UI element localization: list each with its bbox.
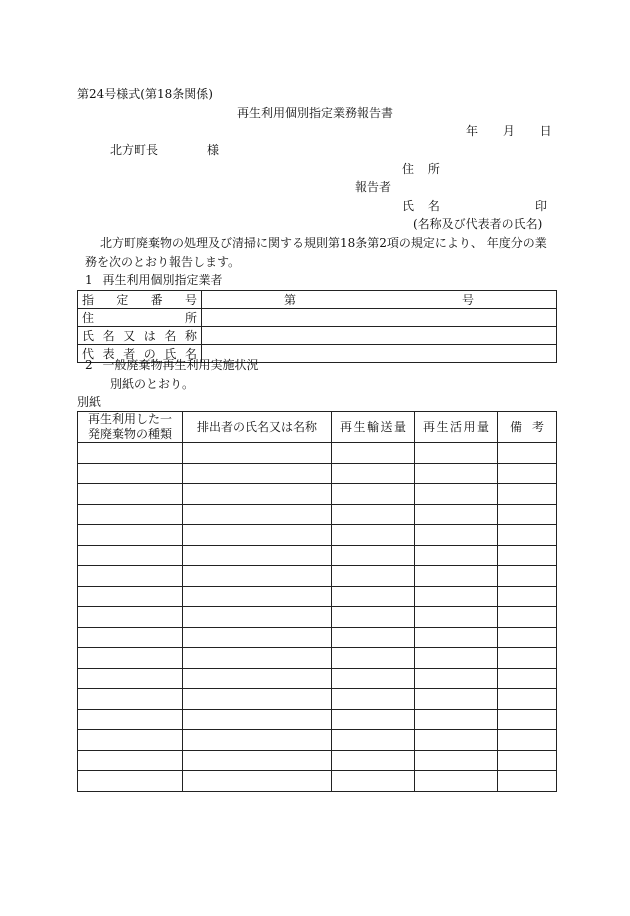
table-cell [498, 525, 557, 546]
table-cell [332, 668, 415, 689]
table-cell [78, 668, 183, 689]
table-cell [415, 443, 498, 464]
table-cell [415, 463, 498, 484]
table-cell [78, 709, 183, 730]
table-cell [183, 484, 332, 505]
table-cell [332, 545, 415, 566]
table-cell [332, 750, 415, 771]
table-cell [415, 709, 498, 730]
table-cell [415, 668, 498, 689]
table-cell [183, 566, 332, 587]
table-cell [415, 545, 498, 566]
table-row [78, 771, 557, 792]
table-cell [498, 627, 557, 648]
table-cell [498, 607, 557, 628]
table-cell [183, 627, 332, 648]
table-row [78, 545, 557, 566]
table-cell [415, 586, 498, 607]
appendix-body [78, 443, 557, 792]
table-cell [78, 607, 183, 628]
table-cell [183, 750, 332, 771]
table-cell [498, 648, 557, 669]
table-cell [183, 525, 332, 546]
table-cell [183, 689, 332, 710]
table-cell [332, 607, 415, 628]
header-waste-type-line-2: 発廃棄物の種類 [87, 427, 172, 441]
row-label [78, 309, 202, 327]
table-cell [78, 443, 183, 464]
table-cell [415, 771, 498, 792]
table-cell [78, 463, 183, 484]
table-cell [415, 525, 498, 546]
table-cell [78, 504, 183, 525]
table-cell [332, 586, 415, 607]
table-cell [415, 607, 498, 628]
table-row [78, 648, 557, 669]
header-waste-type [78, 412, 183, 443]
table-cell [498, 750, 557, 771]
name-value [202, 327, 557, 345]
table-cell [183, 771, 332, 792]
section-2-heading: 2 一般廃棄物再生利用実施状況 [85, 358, 259, 372]
header-utilization-volume [415, 412, 498, 443]
table-cell [498, 484, 557, 505]
row-label [78, 327, 202, 345]
table-cell [183, 648, 332, 669]
designation-number-label: 指定番号 [82, 293, 197, 307]
table-row [78, 566, 557, 587]
table-row [78, 750, 557, 771]
table-row [78, 668, 557, 689]
reporter-label: 報告者 [355, 180, 392, 194]
table-cell [498, 689, 557, 710]
table-cell [415, 627, 498, 648]
section-1-heading: 1 再生利用個別指定業者 [85, 273, 223, 287]
table-row [78, 309, 557, 327]
name-note: (名称及び代表者の氏名) [413, 217, 543, 231]
table-row [78, 607, 557, 628]
table-row [78, 730, 557, 751]
table-cell [78, 545, 183, 566]
table-cell [332, 709, 415, 730]
table-cell [183, 586, 332, 607]
table-cell [415, 689, 498, 710]
table-cell [498, 443, 557, 464]
table-cell [498, 668, 557, 689]
table-cell [332, 463, 415, 484]
table-row [78, 463, 557, 484]
designation-suffix: 号 [461, 293, 474, 307]
table-cell [332, 627, 415, 648]
name-row-label: 氏名又は名称 [82, 329, 197, 343]
table-cell [78, 484, 183, 505]
table-cell [78, 689, 183, 710]
table-row [78, 586, 557, 607]
table-cell [415, 750, 498, 771]
table-cell [498, 463, 557, 484]
header-waste-type-line-1: 再生利用した一 [87, 412, 172, 426]
form-number: 第24号様式(第18条関係) [77, 87, 213, 101]
table-cell [332, 689, 415, 710]
seal-mark: 印 [535, 199, 548, 213]
table-cell [498, 709, 557, 730]
table-cell [332, 504, 415, 525]
body-line-2: 務を次のとおり報告します。 [85, 255, 241, 269]
table-cell [78, 525, 183, 546]
header-utilization-volume-text: 再生活用量 [423, 419, 489, 434]
table-cell [332, 730, 415, 751]
table-cell [332, 566, 415, 587]
body-line-1: 北方町廃棄物の処理及び清掃に関する規則第18条第2項の規定により、 年度分の業 [100, 236, 547, 250]
table-cell [498, 566, 557, 587]
honorific: 様 [207, 143, 220, 157]
table-cell [78, 771, 183, 792]
table-cell [332, 771, 415, 792]
designation-number-value [202, 291, 557, 309]
header-row [78, 412, 557, 443]
header-remarks [498, 412, 557, 443]
address-value [202, 309, 557, 327]
table-cell [415, 484, 498, 505]
table-cell [498, 504, 557, 525]
table-cell [332, 443, 415, 464]
table-row [78, 709, 557, 730]
addressee: 北方町長 [110, 143, 159, 157]
address-label: 住 所 [402, 162, 440, 176]
table-row [78, 327, 557, 345]
table-row [78, 504, 557, 525]
name-label: 氏 名 [402, 199, 440, 213]
row-label [78, 291, 202, 309]
header-transport-volume [332, 412, 415, 443]
table-row [78, 291, 557, 309]
table-cell [78, 750, 183, 771]
table-cell [498, 771, 557, 792]
table-cell [78, 648, 183, 669]
table-row [78, 443, 557, 464]
table-cell [78, 627, 183, 648]
table-cell [332, 525, 415, 546]
contractor-table [77, 290, 557, 363]
table-row [78, 525, 557, 546]
date-line: 年 月 日 [466, 124, 552, 138]
header-remarks-text: 備考 [510, 419, 544, 434]
header-discharger: 排出者の氏名又は名称 [183, 412, 332, 443]
table-cell [183, 607, 332, 628]
designation-prefix: 第 [284, 293, 297, 307]
table-cell [415, 504, 498, 525]
table-cell [498, 730, 557, 751]
document-title: 再生利用個別指定業務報告書 [237, 106, 394, 120]
header-transport-volume-text: 再生輸送量 [340, 419, 406, 434]
appendix-label: 別紙 [77, 395, 102, 409]
table-cell [78, 566, 183, 587]
table-cell [415, 648, 498, 669]
appendix-table [77, 411, 557, 792]
section-2-note: 別紙のとおり。 [110, 377, 195, 391]
table-row [78, 484, 557, 505]
table-cell [183, 668, 332, 689]
table-cell [183, 730, 332, 751]
table-cell [332, 648, 415, 669]
table-cell [78, 586, 183, 607]
table-row [78, 689, 557, 710]
table-cell [78, 730, 183, 751]
table-cell [183, 443, 332, 464]
table-cell [498, 545, 557, 566]
table-cell [183, 463, 332, 484]
table-cell [415, 566, 498, 587]
table-row [78, 627, 557, 648]
table-cell [183, 709, 332, 730]
table-cell [183, 545, 332, 566]
table-cell [183, 504, 332, 525]
representative-row-label: 代表者の氏名 [82, 347, 197, 361]
table-cell [415, 730, 498, 751]
table-cell [332, 484, 415, 505]
table-cell [498, 586, 557, 607]
address-row-label: 住所 [82, 311, 197, 325]
